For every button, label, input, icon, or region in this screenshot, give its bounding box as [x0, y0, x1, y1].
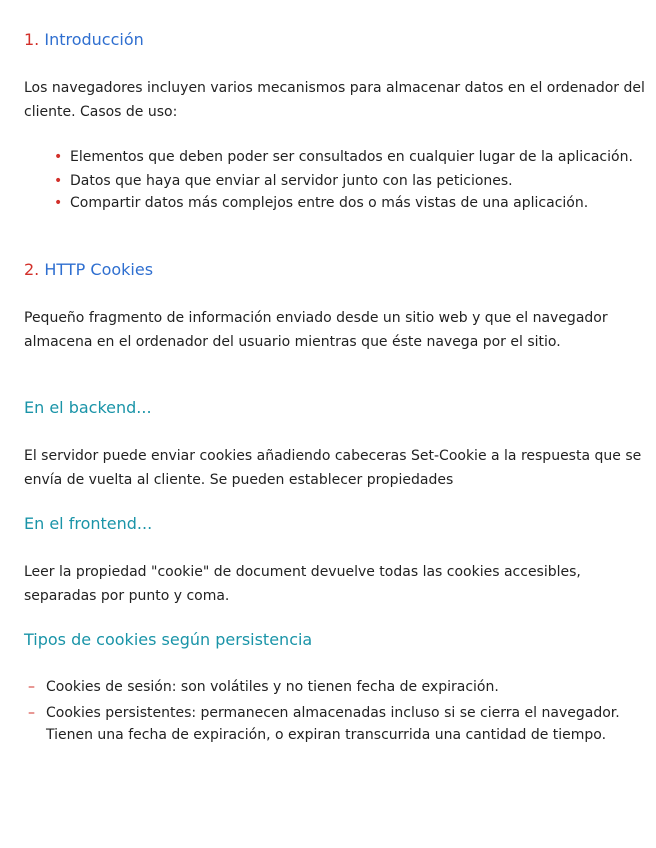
section-number: 1. — [24, 30, 40, 49]
list-item: – Cookies de sesión: son volátiles y no tienen fecha de expiración. — [24, 676, 652, 698]
section-number: 2. — [24, 260, 40, 279]
use-cases-list — [24, 146, 652, 214]
section-title: Introducción — [44, 30, 144, 49]
section-2-heading — [24, 260, 652, 279]
bullet-icon: • — [54, 195, 63, 211]
list-item: • Elementos que deben poder ser consultados en cualquier lugar de la aplicación. — [24, 146, 652, 168]
list-item: • Compartir datos más complejos entre dos o más vistas de una aplicación. — [24, 192, 652, 214]
frontend-heading: En el frontend... — [24, 514, 153, 533]
cookie-types-heading: Tipos de cookies según persistencia — [24, 630, 313, 649]
intro-paragraph: Los navegadores incluyen varios mecanismos para almacenar datos en el ordenador del cliente. Casos de uso: — [24, 80, 645, 120]
section-title: HTTP Cookies — [44, 260, 154, 279]
section-1-heading — [24, 30, 652, 49]
backend-paragraph: El servidor puede enviar cookies añadiendo cabeceras Set-Cookie a la respuesta que se envía de vuelta al cliente. Se pueden establecer propiedades — [24, 448, 642, 488]
bullet-icon: • — [54, 149, 63, 165]
backend-heading: En el backend... — [24, 398, 152, 417]
bullet-icon: • — [54, 173, 63, 189]
cookies-paragraph: Pequeño fragmento de información enviado desde un sitio web y que el navegador almacena en el ordenador del usuario mientras que éste navega por el sitio. — [24, 310, 608, 350]
dash-icon: – — [28, 679, 35, 695]
frontend-paragraph: Leer la propiedad "cookie" de document devuelve todas las cookies accesibles, separadas por punto y coma. — [24, 564, 581, 604]
list-item: – Cookies persistentes: permanecen almacenadas incluso si se cierra el navegador. Tienen una fecha de expiración, o expiran transcurrida una cantidad de tiempo. — [24, 702, 652, 746]
cookie-types-list — [24, 676, 652, 746]
list-item: • Datos que haya que enviar al servidor junto con las peticiones. — [24, 170, 652, 192]
dash-icon: – — [28, 705, 35, 721]
